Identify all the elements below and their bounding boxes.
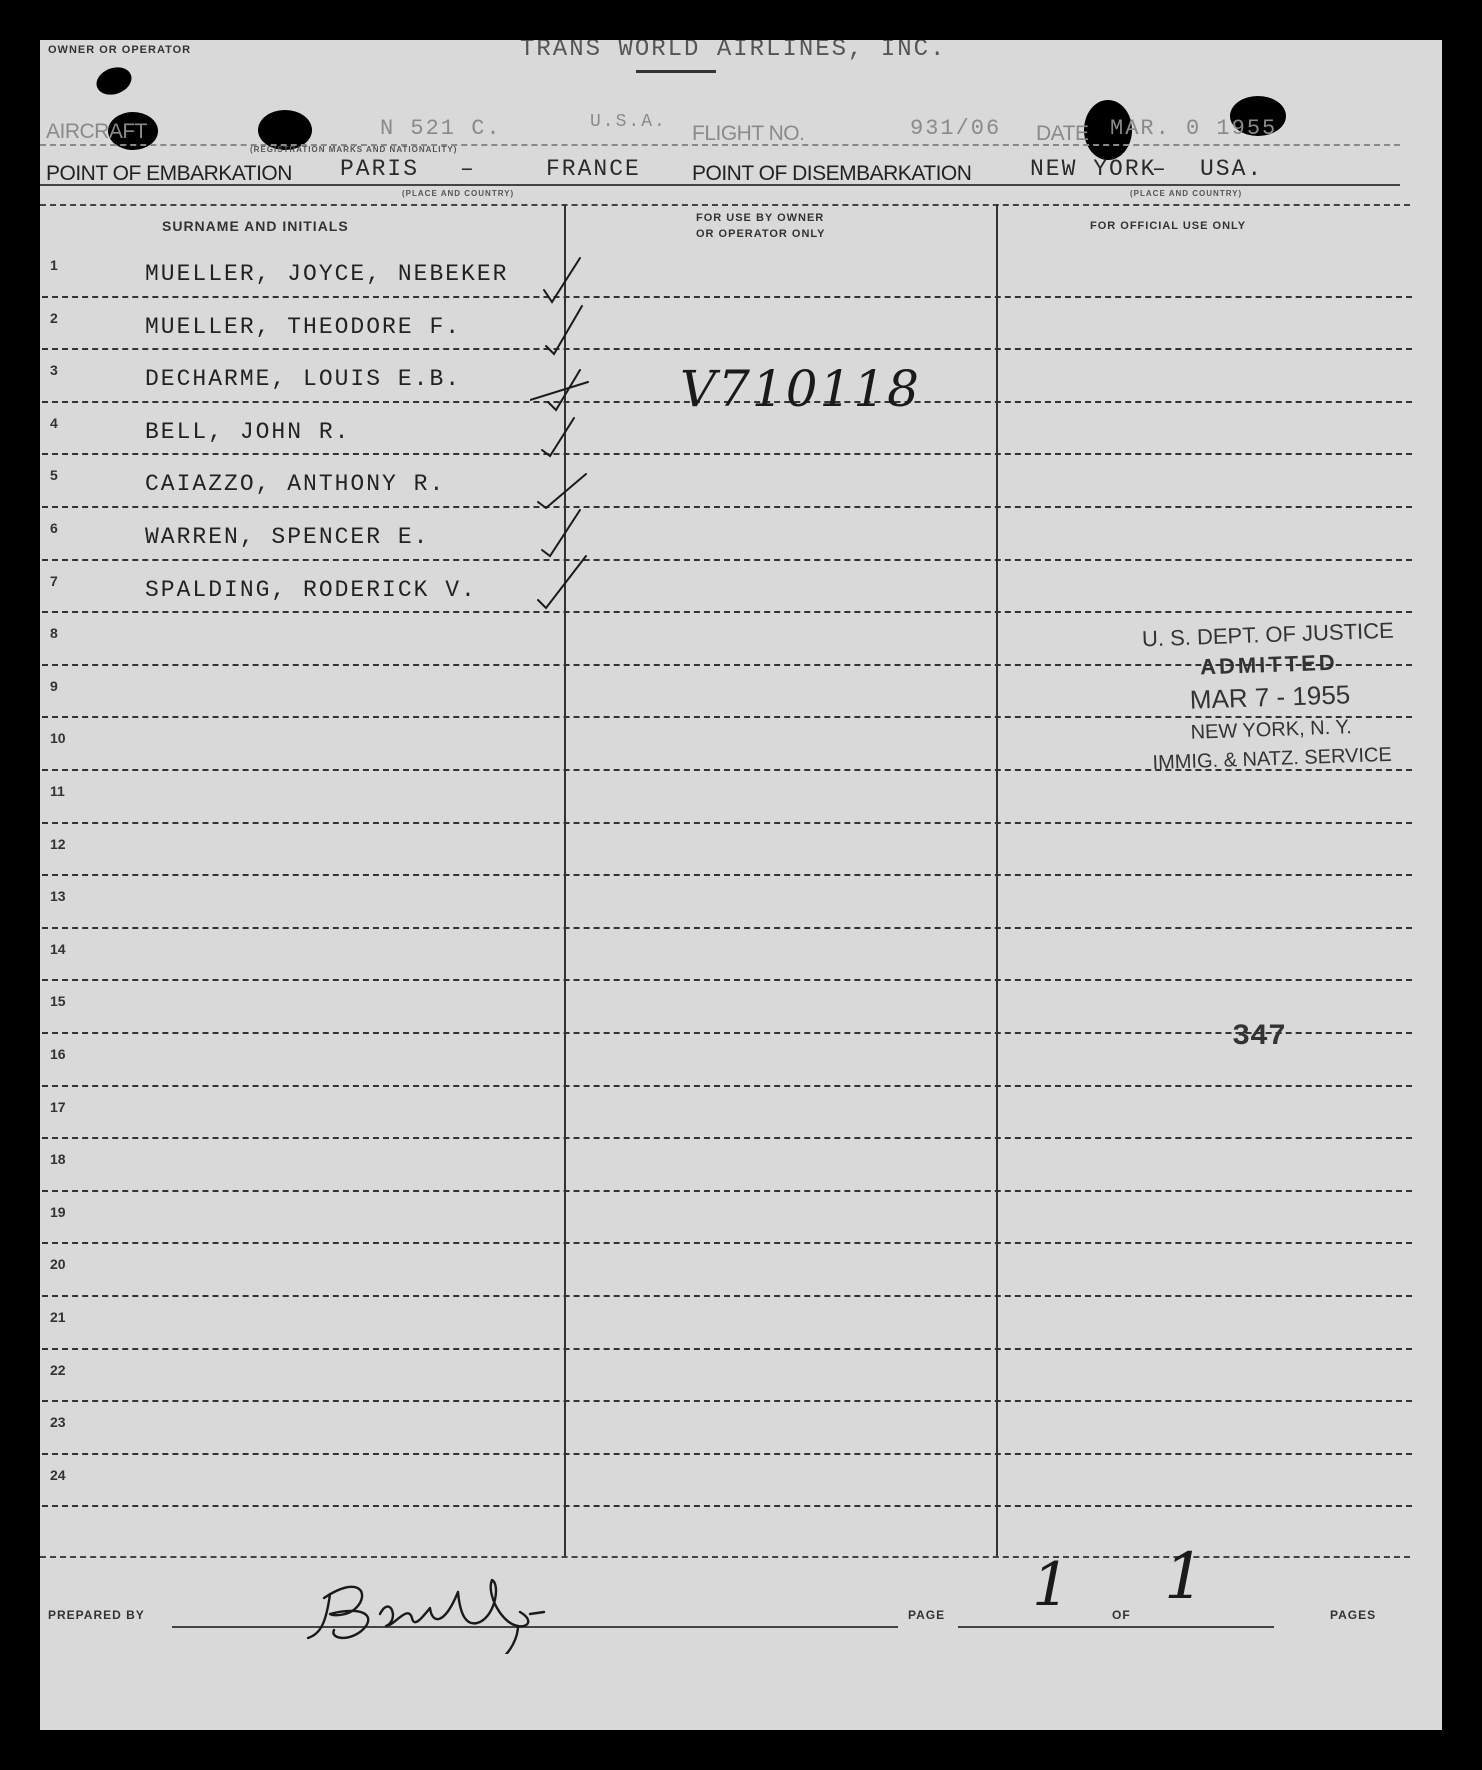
row-number: 6 <box>50 520 58 536</box>
row-number: 12 <box>50 835 66 852</box>
stamp-line-3: MAR 7 - 1955 <box>1189 679 1351 715</box>
embarkation-country: FRANCE <box>546 156 641 182</box>
row-rule <box>42 927 1412 929</box>
check-mark <box>544 258 580 302</box>
check-mark <box>546 306 582 354</box>
page-line <box>958 1626 1144 1628</box>
disembarkation-label: POINT OF DISEMBARKATION <box>692 162 972 185</box>
aircraft-label: AIRCRAFT <box>46 120 147 143</box>
admitted-stamp <box>1117 617 1422 776</box>
row-rule <box>42 559 1412 561</box>
row-number: 19 <box>50 1203 66 1220</box>
row-number: 15 <box>50 993 66 1010</box>
row-number: 13 <box>50 888 66 905</box>
disembarkation-caption: (PLACE AND COUNTRY) <box>1130 189 1243 198</box>
header-rule <box>40 204 1410 206</box>
page-value: 1 <box>1032 1550 1071 1620</box>
check-mark <box>542 418 574 456</box>
row-number: 11 <box>50 783 65 799</box>
row-rule <box>42 611 1412 613</box>
row-rule <box>42 874 1412 876</box>
check-marks <box>530 250 620 620</box>
row-number: 1 <box>50 257 58 273</box>
row-number: 18 <box>50 1151 66 1168</box>
row-number: 3 <box>50 362 58 379</box>
row-number: 8 <box>50 625 58 642</box>
passenger-name: MUELLER, JOYCE, NEBEKER <box>145 261 509 287</box>
column-divider <box>996 204 998 1556</box>
of-label: OF <box>1112 1608 1131 1622</box>
passenger-name: CAIAZZO, ANTHONY R. <box>145 471 446 498</box>
official-column-header: FOR OFFICIAL USE ONLY <box>1090 220 1247 232</box>
airline-name: TRANS WORLD AIRLINES, INC. <box>520 40 947 63</box>
dash: – <box>1152 156 1168 182</box>
row-number: 22 <box>50 1361 66 1378</box>
row-rule <box>42 1505 1412 1507</box>
row-rule <box>42 1085 1412 1087</box>
flight-label: FLIGHT NO. <box>692 122 805 145</box>
row-number: 7 <box>50 572 58 589</box>
header-rule <box>40 144 1400 146</box>
row-rule <box>42 822 1412 824</box>
disembarkation-country: USA. <box>1200 156 1264 182</box>
header-rule <box>40 184 1400 186</box>
stamp-line-2: ADMITTED <box>1199 649 1339 680</box>
prepared-by-label: PREPARED BY <box>48 1608 145 1622</box>
registration-value: N 521 C. <box>380 116 502 141</box>
passenger-name: MUELLER, THEODORE F. <box>145 313 462 340</box>
signature <box>290 1534 600 1654</box>
passenger-name: BELL, JOHN R. <box>145 418 351 445</box>
redaction-mark <box>93 63 136 100</box>
row-number: 9 <box>50 677 58 694</box>
owner-column-header-2: OR OPERATOR ONLY <box>696 228 826 240</box>
row-number: 2 <box>50 309 58 326</box>
embarkation-caption: (PLACE AND COUNTRY) <box>402 189 515 198</box>
date-label: DATE <box>1036 122 1089 145</box>
underline <box>636 70 716 73</box>
stamp-line-1: U. S. DEPT. OF JUSTICE <box>1141 617 1395 652</box>
stamp-number: 347 <box>1232 1020 1287 1054</box>
row-number: 14 <box>50 940 66 957</box>
flight-number: 931/06 <box>910 116 1002 141</box>
row-rule <box>42 1348 1412 1350</box>
row-rule <box>42 453 1412 455</box>
row-rule <box>42 1137 1412 1139</box>
owner-column-header-1: FOR USE BY OWNER <box>696 212 825 224</box>
row-rule <box>42 1242 1412 1244</box>
page-label: PAGE <box>908 1608 946 1622</box>
row-number: 10 <box>50 730 66 747</box>
passenger-name: SPALDING, RODERICK V. <box>145 576 477 603</box>
row-rule <box>42 1190 1412 1192</box>
dash: – <box>460 156 476 182</box>
row-number: 21 <box>50 1309 66 1325</box>
owner-label: OWNER OR OPERATOR <box>48 44 192 56</box>
of-line <box>1138 1626 1274 1628</box>
row-rule <box>42 1295 1412 1297</box>
row-number: 16 <box>50 1046 66 1062</box>
surname-column-header: SURNAME AND INITIALS <box>162 218 349 234</box>
check-mark <box>538 556 586 608</box>
row-rule <box>42 1400 1412 1402</box>
stamp-line-4: NEW YORK, N. Y. <box>1190 716 1353 744</box>
row-rule <box>42 348 1412 350</box>
row-rule <box>42 979 1412 981</box>
row-rule <box>42 506 1412 508</box>
date-value: MAR. 0 1955 <box>1110 116 1278 141</box>
of-value: 1 <box>1164 1540 1205 1614</box>
passenger-name: WARREN, SPENCER E. <box>145 524 430 550</box>
passenger-name: DECHARME, LOUIS E.B. <box>145 366 462 393</box>
row-number: 20 <box>50 1256 66 1273</box>
row-number: 17 <box>50 1098 66 1115</box>
row-rule <box>42 1453 1412 1455</box>
check-mark <box>538 474 586 508</box>
embarkation-label: POINT OF EMBARKATION <box>46 162 292 185</box>
row-rule <box>42 1032 1412 1034</box>
row-number: 23 <box>50 1414 66 1431</box>
check-mark <box>542 510 580 556</box>
manifest-page <box>40 40 1442 1730</box>
pages-label: PAGES <box>1330 1608 1377 1622</box>
row-number: 5 <box>50 467 58 484</box>
row-number: 4 <box>50 414 58 431</box>
nationality-value: U.S.A. <box>590 112 667 132</box>
disembarkation-city: NEW YORK <box>1030 156 1157 182</box>
row-number: 24 <box>50 1466 66 1483</box>
embarkation-city: PARIS <box>340 156 420 182</box>
stamp-line-5: IMMIG. & NATZ. SERVICE <box>1152 743 1393 775</box>
row-rule <box>42 296 1412 298</box>
registration-caption: (REGISTRATION MARKS AND NATIONALITY) <box>250 145 458 154</box>
check-mark <box>530 370 588 410</box>
handwritten-note: V710118 <box>680 360 921 418</box>
